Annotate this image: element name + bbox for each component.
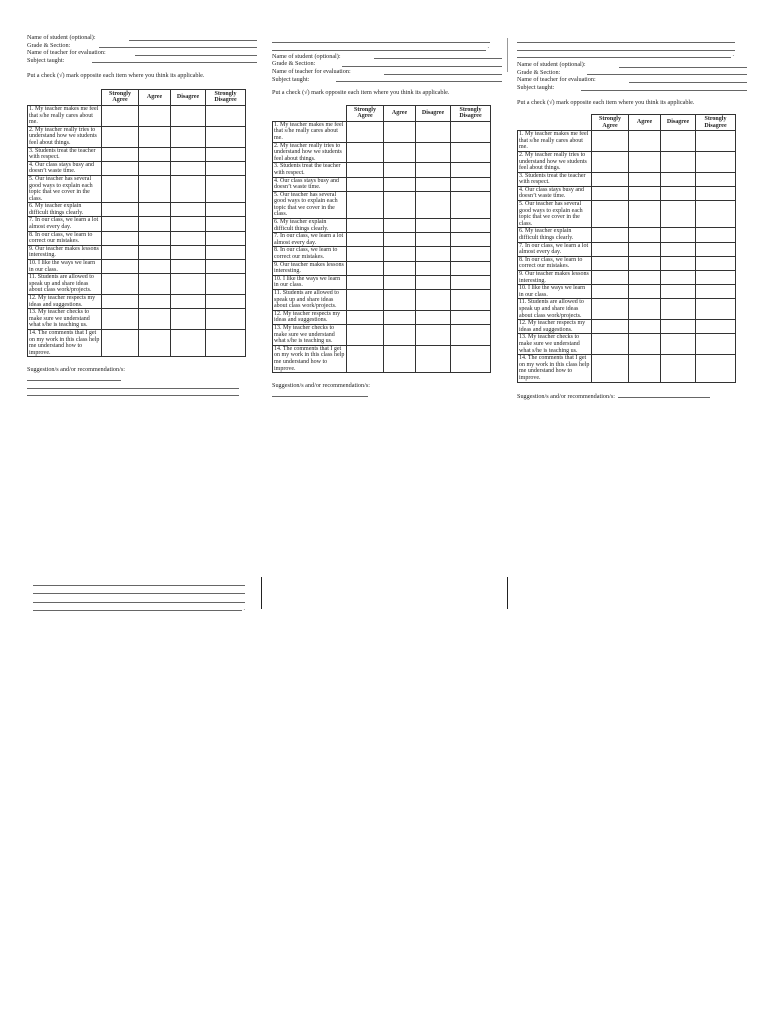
checkbox-cell-strongly-disagree[interactable] bbox=[696, 172, 736, 186]
checkbox-cell-disagree[interactable] bbox=[416, 345, 451, 372]
table-row bbox=[273, 233, 491, 247]
checkbox-cell-strongly-disagree[interactable] bbox=[696, 242, 736, 256]
checkbox-cell-strongly-disagree[interactable] bbox=[696, 285, 736, 299]
checkbox-cell-disagree[interactable] bbox=[661, 172, 696, 186]
checkbox-cell-disagree[interactable] bbox=[416, 219, 451, 233]
question-text: 12. My teacher respects my ideas and suggestions. bbox=[273, 310, 347, 324]
checkbox-cell-strongly-agree[interactable] bbox=[347, 233, 384, 247]
instruction-text: Put a check (√) mark opposite each item where you think its applicable. bbox=[272, 89, 450, 97]
checkbox-cell-agree[interactable] bbox=[384, 177, 416, 191]
checkbox-cell-strongly-disagree[interactable] bbox=[206, 105, 246, 126]
checkbox-cell-disagree[interactable] bbox=[661, 201, 696, 228]
checkbox-cell-strongly-disagree[interactable] bbox=[206, 260, 246, 274]
checkbox-cell-agree[interactable] bbox=[629, 299, 661, 320]
checkbox-cell-agree[interactable] bbox=[384, 233, 416, 247]
checkbox-cell-strongly-agree[interactable] bbox=[592, 256, 629, 270]
question-text: 6. My teacher explain difficult things clearly. bbox=[518, 228, 592, 242]
question-text: 8. In our class, we learn to correct our mistakes. bbox=[518, 256, 592, 270]
checkbox-cell-strongly-disagree[interactable] bbox=[696, 228, 736, 242]
checkbox-cell-disagree[interactable] bbox=[171, 126, 206, 147]
checkbox-cell-strongly-disagree[interactable] bbox=[451, 142, 491, 163]
checkbox-cell-strongly-agree[interactable] bbox=[347, 191, 384, 218]
suggestions-section[interactable] bbox=[27, 366, 257, 396]
checkbox-cell-strongly-agree[interactable] bbox=[347, 275, 384, 289]
rating-table bbox=[272, 105, 491, 373]
checkbox-cell-strongly-agree[interactable] bbox=[102, 147, 139, 161]
question-text: 5. Our teacher has several good ways to explain each topic that we cover in the class. bbox=[28, 175, 102, 202]
checkbox-cell-strongly-disagree[interactable] bbox=[206, 175, 246, 202]
subject-taught-field[interactable]: Subject taught: bbox=[27, 57, 257, 65]
checkbox-cell-strongly-disagree[interactable] bbox=[451, 191, 491, 218]
col-agree: Agree bbox=[139, 89, 171, 105]
checkbox-cell-strongly-disagree[interactable] bbox=[451, 121, 491, 142]
checkbox-cell-strongly-disagree[interactable] bbox=[696, 299, 736, 320]
checkbox-cell-strongly-disagree[interactable] bbox=[206, 217, 246, 231]
table-row bbox=[273, 261, 491, 275]
checkbox-cell-strongly-disagree[interactable] bbox=[206, 274, 246, 295]
question-text: 1. My teacher makes me feel that s/he really cares about me. bbox=[518, 131, 592, 152]
checkbox-cell-strongly-disagree[interactable] bbox=[451, 310, 491, 324]
subject-taught-field[interactable]: Subject taught: bbox=[517, 84, 747, 92]
checkbox-cell-disagree[interactable] bbox=[171, 274, 206, 295]
checkbox-cell-strongly-agree[interactable] bbox=[592, 299, 629, 320]
checkbox-cell-strongly-disagree[interactable] bbox=[451, 261, 491, 275]
checkbox-cell-disagree[interactable] bbox=[416, 324, 451, 345]
checkbox-cell-strongly-disagree[interactable] bbox=[206, 161, 246, 175]
checkbox-cell-strongly-agree[interactable] bbox=[347, 219, 384, 233]
col-disagree: Disagree bbox=[416, 105, 451, 121]
question-text: 9. Our teacher makes lessons interesting. bbox=[518, 271, 592, 285]
table-row bbox=[28, 245, 246, 259]
table-row bbox=[273, 177, 491, 191]
table-row bbox=[28, 260, 246, 274]
table-row bbox=[273, 310, 491, 324]
checkbox-cell-agree[interactable] bbox=[629, 334, 661, 355]
table-row bbox=[273, 142, 491, 163]
table-row bbox=[518, 355, 736, 382]
checkbox-cell-disagree[interactable] bbox=[416, 191, 451, 218]
checkbox-cell-agree[interactable] bbox=[629, 285, 661, 299]
checkbox-cell-strongly-disagree[interactable] bbox=[696, 131, 736, 152]
suggestions-section[interactable] bbox=[517, 392, 747, 401]
table-row bbox=[28, 147, 246, 161]
table-row bbox=[518, 334, 736, 355]
col-agree: Agree bbox=[384, 105, 416, 121]
question-text: 7. In our class, we learn a lot almost every day. bbox=[273, 233, 347, 247]
question-text: 5. Our teacher has several good ways to explain each topic that we cover in the class. bbox=[518, 201, 592, 228]
checkbox-cell-agree[interactable] bbox=[139, 203, 171, 217]
table-row bbox=[273, 290, 491, 311]
checkbox-cell-strongly-agree[interactable] bbox=[347, 261, 384, 275]
question-text: 2. My teacher really tries to understand how we students feel about things. bbox=[273, 142, 347, 163]
checkbox-cell-strongly-agree[interactable] bbox=[102, 329, 139, 356]
column-divider-right bbox=[507, 577, 508, 609]
table-row bbox=[518, 285, 736, 299]
question-text: 4. Our class stays busy and doesn’t waste time. bbox=[518, 186, 592, 200]
student-name-field[interactable]: Name of student (optional): bbox=[272, 53, 502, 61]
checkbox-cell-agree[interactable] bbox=[139, 105, 171, 126]
question-text: 11. Students are allowed to speak up and share ideas about class work/projects. bbox=[273, 290, 347, 311]
table-row bbox=[273, 324, 491, 345]
checkbox-cell-disagree[interactable] bbox=[171, 105, 206, 126]
checkbox-cell-disagree[interactable] bbox=[416, 177, 451, 191]
column-divider-top-right bbox=[507, 38, 508, 72]
table-row bbox=[518, 186, 736, 200]
instruction-text: Put a check (√) mark opposite each item where you think its applicable. bbox=[27, 72, 205, 80]
checkbox-cell-disagree[interactable] bbox=[661, 271, 696, 285]
suggestions-extra-lines[interactable]: . bbox=[33, 577, 245, 611]
checkbox-cell-disagree[interactable] bbox=[661, 228, 696, 242]
checkbox-cell-agree[interactable] bbox=[629, 131, 661, 152]
checkbox-cell-agree[interactable] bbox=[139, 217, 171, 231]
checkbox-cell-strongly-agree[interactable] bbox=[347, 163, 384, 177]
suggestions-section[interactable] bbox=[272, 382, 502, 397]
checkbox-cell-strongly-agree[interactable] bbox=[592, 271, 629, 285]
question-text: 12. My teacher respects my ideas and suggestions. bbox=[518, 320, 592, 334]
checkbox-cell-agree[interactable] bbox=[139, 260, 171, 274]
checkbox-cell-agree[interactable] bbox=[629, 228, 661, 242]
table-row bbox=[518, 320, 736, 334]
question-text: 12. My teacher respects my ideas and suggestions. bbox=[28, 295, 102, 309]
table-row bbox=[28, 295, 246, 309]
checkbox-cell-disagree[interactable] bbox=[661, 186, 696, 200]
question-text: 11. Students are allowed to speak up and share ideas about class work/projects. bbox=[518, 299, 592, 320]
checkbox-cell-agree[interactable] bbox=[384, 219, 416, 233]
checkbox-cell-disagree[interactable] bbox=[171, 175, 206, 202]
question-text: 5. Our teacher has several good ways to explain each topic that we cover in the class. bbox=[273, 191, 347, 218]
question-text: 9. Our teacher makes lessons interesting. bbox=[273, 261, 347, 275]
checkbox-cell-agree[interactable] bbox=[384, 324, 416, 345]
checkbox-cell-strongly-disagree[interactable] bbox=[451, 163, 491, 177]
table-row bbox=[518, 242, 736, 256]
checkbox-cell-agree[interactable] bbox=[139, 147, 171, 161]
table-row bbox=[518, 228, 736, 242]
checkbox-cell-agree[interactable] bbox=[139, 274, 171, 295]
suggestions-label: Suggestion/s and/or recommendation/s: bbox=[272, 382, 370, 390]
checkbox-cell-strongly-agree[interactable] bbox=[347, 345, 384, 372]
checkbox-cell-strongly-disagree[interactable] bbox=[451, 177, 491, 191]
checkbox-cell-agree[interactable] bbox=[629, 172, 661, 186]
table-row bbox=[518, 201, 736, 228]
checkbox-cell-strongly-agree[interactable] bbox=[347, 324, 384, 345]
question-text: 8. In our class, we learn to correct our mistakes. bbox=[28, 231, 102, 245]
checkbox-cell-strongly-disagree[interactable] bbox=[696, 201, 736, 228]
rating-table bbox=[517, 114, 736, 382]
checkbox-cell-disagree[interactable] bbox=[416, 247, 451, 261]
checkbox-cell-agree[interactable] bbox=[629, 242, 661, 256]
checkbox-cell-strongly-agree[interactable] bbox=[102, 295, 139, 309]
table-row bbox=[28, 175, 246, 202]
checkbox-cell-agree[interactable] bbox=[384, 191, 416, 218]
checkbox-cell-disagree[interactable] bbox=[661, 151, 696, 172]
checkbox-cell-agree[interactable] bbox=[384, 261, 416, 275]
teacher-name-field[interactable]: Name of teacher for evaluation: bbox=[517, 76, 747, 84]
checkbox-cell-strongly-agree[interactable] bbox=[102, 274, 139, 295]
checkbox-cell-strongly-disagree[interactable] bbox=[696, 186, 736, 200]
table-row bbox=[273, 219, 491, 233]
question-text: 14. The comments that I get on my work in this class help me understand how to improve. bbox=[518, 355, 592, 382]
checkbox-cell-strongly-agree[interactable] bbox=[102, 126, 139, 147]
checkbox-cell-strongly-disagree[interactable] bbox=[696, 355, 736, 382]
question-text: 13. My teacher checks to make sure we understand what s/he is teaching us. bbox=[518, 334, 592, 355]
checkbox-cell-agree[interactable] bbox=[384, 163, 416, 177]
checkbox-cell-strongly-agree[interactable] bbox=[592, 355, 629, 382]
col-strongly-agree: Strongly Agree bbox=[592, 115, 629, 131]
checkbox-cell-strongly-agree[interactable] bbox=[347, 247, 384, 261]
checkbox-cell-strongly-disagree[interactable] bbox=[451, 324, 491, 345]
question-text: 1. My teacher makes me feel that s/he really cares about me. bbox=[28, 105, 102, 126]
checkbox-cell-disagree[interactable] bbox=[416, 233, 451, 247]
question-text: 3. Students treat the teacher with respect. bbox=[518, 172, 592, 186]
table-row bbox=[518, 131, 736, 152]
checkbox-cell-agree[interactable] bbox=[384, 121, 416, 142]
question-text: 14. The comments that I get on my work in this class help me understand how to improve. bbox=[28, 329, 102, 356]
checkbox-cell-strongly-agree[interactable] bbox=[102, 231, 139, 245]
checkbox-cell-strongly-agree[interactable] bbox=[592, 201, 629, 228]
checkbox-cell-disagree[interactable] bbox=[171, 245, 206, 259]
checkbox-cell-strongly-agree[interactable] bbox=[592, 228, 629, 242]
checkbox-cell-strongly-agree[interactable] bbox=[592, 242, 629, 256]
question-text: 13. My teacher checks to make sure we understand what s/he is teaching us. bbox=[273, 324, 347, 345]
question-text: 10. I like the ways we learn in our class. bbox=[518, 285, 592, 299]
checkbox-cell-disagree[interactable] bbox=[416, 163, 451, 177]
checkbox-cell-disagree[interactable] bbox=[661, 285, 696, 299]
checkbox-cell-disagree[interactable] bbox=[661, 131, 696, 152]
table-row bbox=[28, 105, 246, 126]
evaluation-form-2: . Name of student (optional): Grade & Section: Name of teacher for evaluation: Subject taught: Put a check (√) mark opposite each item where you think its applicable. Strongly Agree Agree Disagree Strongly Disagree 1. My teacher makes me feel that s/he really cares about me. 2. My teacher really tries to understand how we students feel about things. 3. Students treat the teacher with respect. 4. Our class stays busy and doesn’t waste time. 5. Our teacher has several good ways to explain each topic that we cover in the class. 6. My teacher explain difficult things clearly. 7. In our class, we learn a lot almost every day. 8. In our class, we learn to correct our mistakes. 9. Our teacher makes lessons interesting. 10. I like the ways we learn in our class. 11. Students are allowed to speak up and share ideas about class work/projects. 12. My teacher respects my ideas and suggestions. 13. My teacher checks to make sure we understand what s/he is teaching us. 14. The comments that I get on my work in this class help me understand how to improve. Suggestion/s and/or recommendation/s: bbox=[272, 36, 502, 397]
checkbox-cell-disagree[interactable] bbox=[171, 231, 206, 245]
checkbox-cell-agree[interactable] bbox=[384, 247, 416, 261]
question-text: 6. My teacher explain difficult things clearly. bbox=[273, 219, 347, 233]
checkbox-cell-agree[interactable] bbox=[139, 126, 171, 147]
instruction-text: Put a check (√) mark opposite each item where you think its applicable. bbox=[517, 98, 695, 106]
checkbox-cell-strongly-disagree[interactable] bbox=[206, 309, 246, 330]
suggestions-label: Suggestion/s and/or recommendation/s: bbox=[517, 392, 615, 400]
table-row bbox=[28, 274, 246, 295]
student-name-field[interactable]: Name of student (optional): bbox=[27, 34, 257, 42]
question-text: 4. Our class stays busy and doesn’t waste time. bbox=[28, 161, 102, 175]
table-row bbox=[273, 163, 491, 177]
checkbox-cell-strongly-agree[interactable] bbox=[347, 142, 384, 163]
table-row bbox=[28, 309, 246, 330]
grade-section-field[interactable]: Grade & Section: bbox=[272, 60, 502, 68]
checkbox-cell-strongly-disagree[interactable] bbox=[206, 245, 246, 259]
checkbox-cell-strongly-disagree[interactable] bbox=[696, 320, 736, 334]
table-row bbox=[28, 203, 246, 217]
table-row bbox=[273, 191, 491, 218]
question-text: 3. Students treat the teacher with respect. bbox=[28, 147, 102, 161]
checkbox-cell-agree[interactable] bbox=[139, 161, 171, 175]
table-row bbox=[273, 121, 491, 142]
checkbox-cell-agree[interactable] bbox=[629, 186, 661, 200]
checkbox-cell-strongly-disagree[interactable] bbox=[451, 290, 491, 311]
rating-table bbox=[27, 89, 246, 357]
question-text: 1. My teacher makes me feel that s/he really cares about me. bbox=[273, 121, 347, 142]
checkbox-cell-strongly-disagree[interactable] bbox=[696, 271, 736, 285]
checkbox-cell-disagree[interactable] bbox=[661, 355, 696, 382]
checkbox-cell-disagree[interactable] bbox=[416, 290, 451, 311]
question-text: 9. Our teacher makes lessons interesting. bbox=[28, 245, 102, 259]
question-text: 2. My teacher really tries to understand how we students feel about things. bbox=[518, 151, 592, 172]
checkbox-cell-strongly-agree[interactable] bbox=[102, 175, 139, 202]
checkbox-cell-agree[interactable] bbox=[384, 290, 416, 311]
checkbox-cell-agree[interactable] bbox=[139, 175, 171, 202]
checkbox-cell-strongly-agree[interactable] bbox=[102, 217, 139, 231]
checkbox-cell-strongly-disagree[interactable] bbox=[451, 219, 491, 233]
checkbox-cell-strongly-agree[interactable] bbox=[592, 151, 629, 172]
checkbox-cell-strongly-agree[interactable] bbox=[102, 309, 139, 330]
suggestions-label: Suggestion/s and/or recommendation/s: bbox=[27, 366, 125, 374]
checkbox-cell-agree[interactable] bbox=[139, 329, 171, 356]
checkbox-cell-agree[interactable] bbox=[629, 320, 661, 334]
table-row bbox=[273, 345, 491, 372]
checkbox-cell-strongly-agree[interactable] bbox=[102, 161, 139, 175]
checkbox-cell-strongly-disagree[interactable] bbox=[206, 203, 246, 217]
table-row bbox=[28, 231, 246, 245]
checkbox-cell-strongly-disagree[interactable] bbox=[206, 295, 246, 309]
checkbox-cell-strongly-disagree[interactable] bbox=[451, 247, 491, 261]
table-row bbox=[518, 271, 736, 285]
checkbox-cell-strongly-agree[interactable] bbox=[102, 105, 139, 126]
checkbox-cell-strongly-disagree[interactable] bbox=[206, 231, 246, 245]
checkbox-cell-agree[interactable] bbox=[629, 256, 661, 270]
evaluation-form-3: . Name of student (optional): Grade & Section: Name of teacher for evaluation: Subject taught: Put a check (√) mark opposite each item where you think its applicable. Strongly Agree Agree Disagree Strongly Disagree 1. My teacher makes me feel that s/he really cares about me. 2. My teacher really tries to understand how we students feel about things. 3. Students treat the teacher with respect. 4. Our class stays busy and doesn’t waste time. 5. Our teacher has several good ways to explain each topic that we cover in the class. 6. My teacher explain difficult things clearly. 7. In our class, we learn a lot almost every day. 8. In our class, we learn to correct our mistakes. 9. Our teacher makes lessons interesting. 10. I like the ways we learn in our class. 11. Students are allowed to speak up and share ideas about class work/projects. 12. My teacher respects my ideas and suggestions. 13. My teacher checks to make sure we understand what s/he is teaching us. 14. The comments that I get on my work in this class help me understand how to improve. Suggestion/s and/or recommendation/s: bbox=[517, 36, 747, 400]
col-strongly-disagree: Strongly Disagree bbox=[696, 115, 736, 131]
checkbox-cell-strongly-disagree[interactable] bbox=[696, 151, 736, 172]
question-text: 11. Students are allowed to speak up and share ideas about class work/projects. bbox=[28, 274, 102, 295]
question-text: 2. My teacher really tries to understand how we students feel about things. bbox=[28, 126, 102, 147]
checkbox-cell-agree[interactable] bbox=[139, 231, 171, 245]
student-name-field[interactable]: Name of student (optional): bbox=[517, 61, 747, 69]
checkbox-cell-strongly-agree[interactable] bbox=[592, 172, 629, 186]
col-strongly-agree: Strongly Agree bbox=[347, 105, 384, 121]
col-strongly-agree: Strongly Agree bbox=[102, 89, 139, 105]
teacher-name-field[interactable]: Name of teacher for evaluation: bbox=[272, 68, 502, 76]
checkbox-cell-disagree[interactable] bbox=[661, 334, 696, 355]
checkbox-cell-agree[interactable] bbox=[139, 295, 171, 309]
checkbox-cell-strongly-agree[interactable] bbox=[592, 285, 629, 299]
question-text: 7. In our class, we learn a lot almost every day. bbox=[28, 217, 102, 231]
checkbox-cell-strongly-disagree[interactable] bbox=[206, 329, 246, 356]
col-strongly-disagree: Strongly Disagree bbox=[206, 89, 246, 105]
checkbox-cell-disagree[interactable] bbox=[416, 121, 451, 142]
checkbox-cell-strongly-disagree[interactable] bbox=[451, 345, 491, 372]
checkbox-cell-strongly-agree[interactable] bbox=[592, 334, 629, 355]
checkbox-cell-disagree[interactable] bbox=[171, 295, 206, 309]
grade-section-field[interactable]: Grade & Section: bbox=[517, 69, 747, 77]
col-strongly-disagree: Strongly Disagree bbox=[451, 105, 491, 121]
checkbox-cell-disagree[interactable] bbox=[416, 261, 451, 275]
col-agree: Agree bbox=[629, 115, 661, 131]
checkbox-cell-agree[interactable] bbox=[139, 245, 171, 259]
checkbox-cell-disagree[interactable] bbox=[171, 329, 206, 356]
checkbox-cell-strongly-agree[interactable] bbox=[347, 290, 384, 311]
checkbox-cell-agree[interactable] bbox=[384, 142, 416, 163]
checkbox-cell-strongly-disagree[interactable] bbox=[696, 256, 736, 270]
checkbox-cell-strongly-agree[interactable] bbox=[592, 320, 629, 334]
table-row bbox=[273, 247, 491, 261]
table-row bbox=[28, 217, 246, 231]
checkbox-cell-agree[interactable] bbox=[629, 151, 661, 172]
checkbox-cell-disagree[interactable] bbox=[171, 260, 206, 274]
question-text: 10. I like the ways we learn in our class. bbox=[273, 275, 347, 289]
subject-taught-field[interactable]: Subject taught: bbox=[272, 76, 502, 84]
checkbox-cell-disagree[interactable] bbox=[171, 217, 206, 231]
question-text: 6. My teacher explain difficult things clearly. bbox=[28, 203, 102, 217]
checkbox-cell-strongly-agree[interactable] bbox=[347, 310, 384, 324]
col-disagree: Disagree bbox=[661, 115, 696, 131]
checkbox-cell-agree[interactable] bbox=[629, 201, 661, 228]
table-row bbox=[28, 161, 246, 175]
checkbox-cell-agree[interactable] bbox=[629, 355, 661, 382]
checkbox-cell-strongly-disagree[interactable] bbox=[206, 147, 246, 161]
checkbox-cell-strongly-disagree[interactable] bbox=[451, 233, 491, 247]
table-row bbox=[518, 172, 736, 186]
checkbox-cell-strongly-agree[interactable] bbox=[102, 203, 139, 217]
teacher-name-field[interactable]: Name of teacher for evaluation: bbox=[27, 49, 257, 57]
question-text: 14. The comments that I get on my work in this class help me understand how to improve. bbox=[273, 345, 347, 372]
table-row bbox=[518, 256, 736, 270]
checkbox-cell-disagree[interactable] bbox=[171, 147, 206, 161]
table-row bbox=[273, 275, 491, 289]
checkbox-cell-strongly-agree[interactable] bbox=[592, 131, 629, 152]
checkbox-cell-strongly-agree[interactable] bbox=[592, 186, 629, 200]
table-row bbox=[28, 126, 246, 147]
checkbox-cell-strongly-disagree[interactable] bbox=[451, 275, 491, 289]
checkbox-cell-disagree[interactable] bbox=[171, 309, 206, 330]
evaluation-form-1 bbox=[27, 34, 257, 396]
checkbox-cell-disagree[interactable] bbox=[171, 161, 206, 175]
checkbox-cell-agree[interactable] bbox=[384, 345, 416, 372]
checkbox-cell-disagree[interactable] bbox=[171, 203, 206, 217]
checkbox-cell-disagree[interactable] bbox=[661, 242, 696, 256]
col-disagree: Disagree bbox=[171, 89, 206, 105]
question-text: 10. I like the ways we learn in our class. bbox=[28, 260, 102, 274]
checkbox-cell-disagree[interactable] bbox=[661, 256, 696, 270]
checkbox-cell-disagree[interactable] bbox=[416, 310, 451, 324]
checkbox-cell-agree[interactable] bbox=[384, 275, 416, 289]
grade-section-field[interactable]: Grade & Section: bbox=[27, 42, 257, 50]
checkbox-cell-strongly-agree[interactable] bbox=[347, 177, 384, 191]
checkbox-cell-agree[interactable] bbox=[139, 309, 171, 330]
checkbox-cell-strongly-agree[interactable] bbox=[102, 260, 139, 274]
column-divider-left bbox=[261, 577, 262, 609]
checkbox-cell-disagree[interactable] bbox=[416, 275, 451, 289]
checkbox-cell-disagree[interactable] bbox=[416, 142, 451, 163]
question-text: 7. In our class, we learn a lot almost every day. bbox=[518, 242, 592, 256]
checkbox-cell-disagree[interactable] bbox=[661, 299, 696, 320]
checkbox-cell-strongly-disagree[interactable] bbox=[206, 126, 246, 147]
checkbox-cell-disagree[interactable] bbox=[661, 320, 696, 334]
question-text: 3. Students treat the teacher with respect. bbox=[273, 163, 347, 177]
checkbox-cell-strongly-agree[interactable] bbox=[102, 245, 139, 259]
table-row bbox=[518, 151, 736, 172]
checkbox-cell-agree[interactable] bbox=[629, 271, 661, 285]
table-row bbox=[28, 329, 246, 356]
question-text: 13. My teacher checks to make sure we understand what s/he is teaching us. bbox=[28, 309, 102, 330]
question-text: 8. In our class, we learn to correct our mistakes. bbox=[273, 247, 347, 261]
checkbox-cell-strongly-disagree[interactable] bbox=[696, 334, 736, 355]
checkbox-cell-agree[interactable] bbox=[384, 310, 416, 324]
table-row bbox=[518, 299, 736, 320]
question-text: 4. Our class stays busy and doesn’t waste time. bbox=[273, 177, 347, 191]
checkbox-cell-strongly-agree[interactable] bbox=[347, 121, 384, 142]
